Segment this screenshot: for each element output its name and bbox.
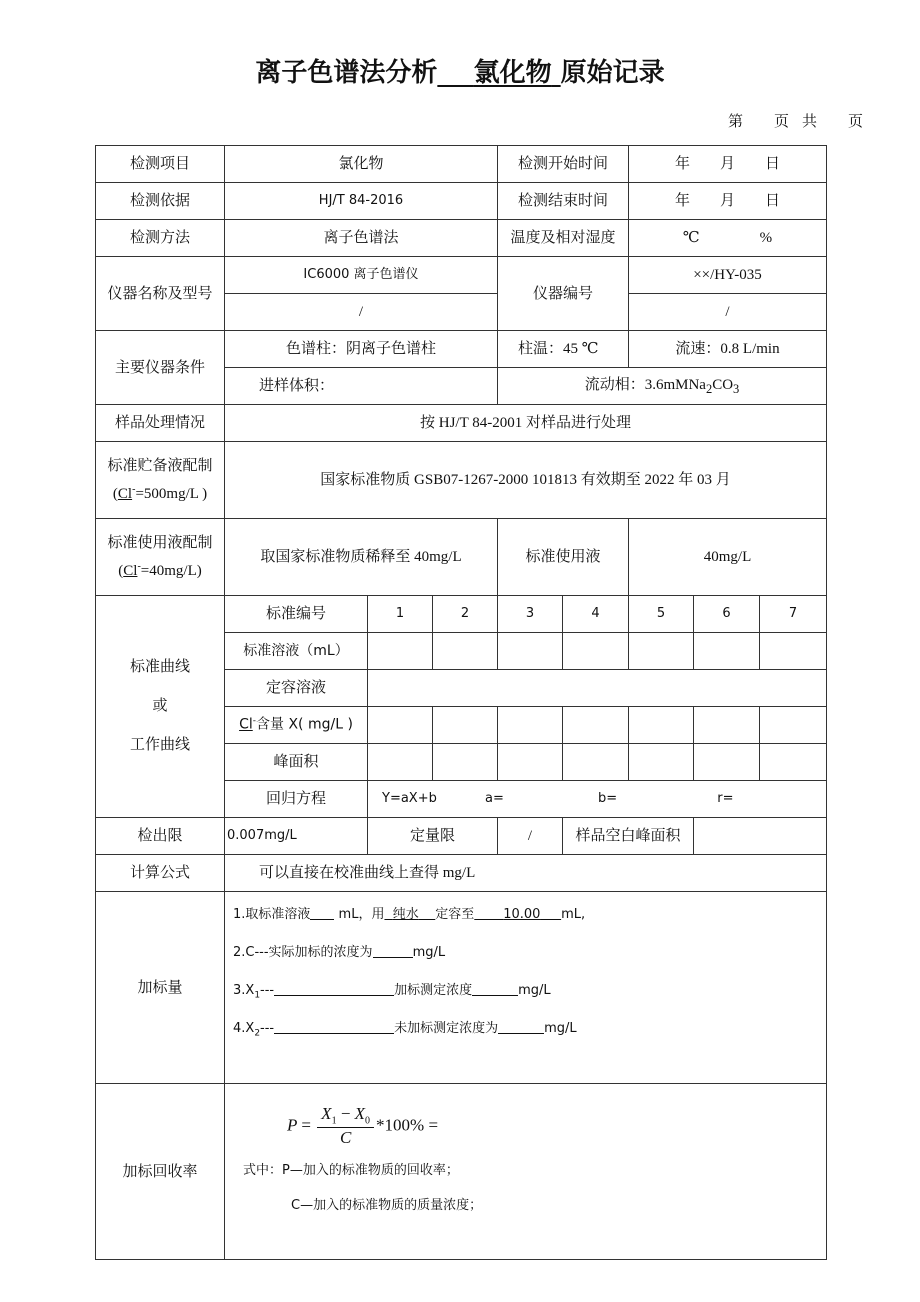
formula-numerator [317,1104,374,1128]
std-sol-cell-7[interactable] [760,633,827,670]
page-info-3: 共 [801,114,818,130]
title-pad-right [552,58,561,88]
stock-label-text: 标准贮备液配制 [107,457,213,474]
end-time-value[interactable]: 年 月 日 [629,183,827,220]
instrument-value-1[interactable]: IC6000 离子色谱仪 [225,257,498,294]
std-no-4: 4 [563,596,629,633]
env-value[interactable]: ℃ % [629,220,827,257]
spike-l2-b: mg/L [412,945,446,960]
spike-l3-sub: 1 [254,990,261,1001]
curve-label-1: 标准曲线 [129,659,190,675]
work-conc-pre: ( [118,563,124,579]
cl-cell-2[interactable] [433,707,498,744]
std-sol-cell-6[interactable] [694,633,760,670]
std-sol-cell-2[interactable] [433,633,498,670]
end-time-label: 检测结束时间 [498,183,629,220]
regression-label: 回归方程 [225,781,368,818]
spike-l4-c: 未加标测定浓度为 [394,1021,499,1036]
mobile-sub-1: 2 [705,381,713,396]
page-info-1: 第 [727,114,744,130]
lod-label: 检出限 [96,818,225,855]
spike-line-3 [233,976,824,1006]
spike-line-2 [233,938,824,968]
spike-l4-b: --- [260,1021,275,1036]
pretreat-value[interactable]: 按 HJ/T 84-2001 对样品进行处理 [225,405,827,442]
spike-l4-d: mg/L [544,1021,577,1036]
instrument-no-value-2[interactable]: / [629,294,827,331]
mobile-phase[interactable] [498,368,827,405]
lod-value[interactable]: 0.007mg/L [225,818,368,855]
work-ion: Cl [123,563,138,579]
recovery-formula [227,1104,824,1149]
std-no-1: 1 [368,596,433,633]
cl-cell-6[interactable] [694,707,760,744]
area-label: 峰面积 [225,744,368,781]
recovery-content[interactable] [225,1084,827,1260]
instrument-no-value-1[interactable]: ××/HY-035 [629,257,827,294]
work-value[interactable]: 取国家标准物质稀释至 40mg/L [225,519,498,596]
instrument-label: 仪器名称及型号 [96,257,225,331]
method-value[interactable]: 离子色谱法 [225,220,498,257]
spike-content[interactable] [225,892,827,1084]
mobile-sub-2: 3 [733,381,740,396]
std-no-5: 5 [629,596,694,633]
title-prefix: 离子色谱法分析 [255,58,438,88]
stock-value[interactable]: 国家标准物质 GSB07-1267-2000 101813 有效期至 2022 年 03 月 [225,442,827,519]
area-cell-6[interactable] [694,744,760,781]
formula-c: C [339,1128,352,1148]
reg-r: r= [717,791,734,807]
page-info-2: 页 [773,114,790,130]
formula-minus: − [336,1104,355,1123]
work-std-value[interactable]: 40mg/L [629,519,827,596]
formula-p: P [287,1115,298,1135]
spike-l1-solvent-wrap [384,907,435,922]
spike-l1-vol: 10.00 [503,907,541,922]
loq-label: 定量限 [368,818,498,855]
spike-l3-blank[interactable] [274,981,394,996]
std-sol-label: 标准溶液（mL） [225,633,368,670]
basis-label: 检测依据 [96,183,225,220]
basis-value[interactable]: HJ/T 84-2016 [225,183,498,220]
spike-l2-a: 2.C---实际加标的浓度为 [233,945,373,960]
spike-line-1 [233,900,824,930]
instrument-no-label: 仪器编号 [498,257,629,331]
mobile-phase-text: 流动相：3.6mMNa [584,376,706,393]
title-analyte [437,58,560,88]
work-label [96,519,225,596]
column-value[interactable]: 色谱柱：阴离子色谱柱 [225,331,498,368]
std-no-label: 标准编号 [225,596,368,633]
page-info [728,110,864,131]
conditions-label: 主要仪器条件 [96,331,225,405]
formula-eq: = [301,1115,311,1135]
cl-content-text: 含量 X( mg/L ) [256,716,353,733]
work-sup: - [137,561,141,572]
formula-value[interactable]: 可以直接在校准曲线上查得 mg/L [225,855,827,892]
spike-l3-blank2[interactable] [472,981,518,996]
stock-label [96,442,225,519]
method-label: 检测方法 [96,220,225,257]
spike-l3-a: 3.X [233,983,255,998]
blank-label: 样品空白峰面积 [563,818,694,855]
formula-fraction [317,1104,374,1149]
regression-value[interactable] [368,781,827,818]
title-pad-left [437,58,473,88]
std-sol-cell-1[interactable] [368,633,433,670]
spike-l3-b: --- [260,983,275,998]
flow-rate[interactable]: 流速：0.8 L/min [629,331,827,368]
spike-l4-sub: 2 [254,1028,261,1039]
start-time-value[interactable]: 年 月 日 [629,146,827,183]
area-cell-3[interactable] [498,744,563,781]
spike-l2-blank[interactable] [373,943,413,958]
cl-cell-4[interactable] [563,707,629,744]
spike-l4-a: 4.X [233,1021,255,1036]
cl-sup: - [252,716,256,727]
reg-eq: Y=aX+b [382,791,437,807]
spike-l1-a: 1.取标准溶液 [233,907,311,922]
spike-l1-c: 定容至 [435,907,475,922]
curve-label-3: 工作曲线 [129,737,190,753]
formula-x0: X [354,1104,366,1123]
std-no-6: 6 [694,596,760,633]
column-temp[interactable]: 柱温：45 ℃ [498,331,629,368]
start-time-label: 检测开始时间 [498,146,629,183]
title-suffix: 原始记录 [560,58,665,88]
area-cell-5[interactable] [629,744,694,781]
curve-label-2: 或 [152,698,168,714]
env-label: 温度及相对湿度 [498,220,629,257]
curve-label [96,596,225,818]
std-sol-cell-3[interactable] [498,633,563,670]
item-value[interactable]: 氯化物 [225,146,498,183]
spike-l4-blank[interactable] [274,1019,394,1034]
spike-l1-d: mL, [561,907,586,922]
std-no-3: 3 [498,596,563,633]
item-label: 检测项目 [96,146,225,183]
formula-x1: X [321,1104,332,1123]
page-info-4: 页 [847,114,864,130]
area-cell-1[interactable] [368,744,433,781]
reg-b: b= [598,791,618,807]
area-cell-7[interactable] [760,744,827,781]
record-table [95,145,827,1260]
std-no-7: 7 [760,596,827,633]
recovery-label: 加标回收率 [96,1084,225,1260]
cl-cell-1[interactable] [368,707,433,744]
std-no-2: 2 [433,596,498,633]
cl-content-label [225,707,368,744]
cl-cell-3[interactable] [498,707,563,744]
recovery-note-1: 式中：P—加入的标准物质的回收率； [243,1162,459,1178]
work-label-text: 标准使用液配制 [107,534,213,551]
spike-l1-solvent: 纯水 [392,907,419,922]
spike-l1-blank[interactable] [310,905,334,920]
stock-ion: Cl [117,486,133,502]
loq-value[interactable]: / [498,818,563,855]
recovery-note-2: C—加入的标准物质的质量浓度； [291,1198,483,1214]
cl-ion: Cl [239,716,253,733]
page-title [0,52,920,89]
instrument-value-2[interactable]: / [225,294,498,331]
spike-line-4 [233,1014,824,1044]
stock-conc-pre: ( [112,486,118,502]
vol-value[interactable] [368,670,827,707]
formula-x1-sub: 1 [331,1115,337,1127]
work-std-label: 标准使用液 [498,519,629,596]
cl-cell-5[interactable] [629,707,694,744]
blank-value[interactable] [694,818,827,855]
vol-label: 定容溶液 [225,670,368,707]
spike-l3-d: mg/L [518,983,551,998]
area-cell-4[interactable] [563,744,629,781]
formula-x0-sub: 0 [365,1115,371,1127]
stock-sup: - [132,484,136,495]
work-conc: =40mg/L) [140,563,202,579]
formula-rest: *100% = [376,1115,439,1135]
spike-l4-blank2[interactable] [498,1019,544,1034]
spike-l3-c: 加标测定浓度 [394,983,473,998]
std-sol-cell-4[interactable] [563,633,629,670]
area-cell-2[interactable] [433,744,498,781]
spike-l1-b: mL，用 [334,907,385,922]
cl-cell-7[interactable] [760,707,827,744]
spike-label: 加标量 [96,892,225,1084]
title-analyte-text: 氯化物 [473,58,552,88]
injection-volume[interactable]: 进样体积： [225,368,498,405]
pretreat-label: 样品处理情况 [96,405,225,442]
mobile-mid: CO [712,376,734,393]
reg-a: a= [485,791,504,807]
std-sol-cell-5[interactable] [629,633,694,670]
formula-label: 计算公式 [96,855,225,892]
stock-conc: =500mg/L ) [135,486,208,502]
spike-l1-vol-wrap [474,907,561,922]
